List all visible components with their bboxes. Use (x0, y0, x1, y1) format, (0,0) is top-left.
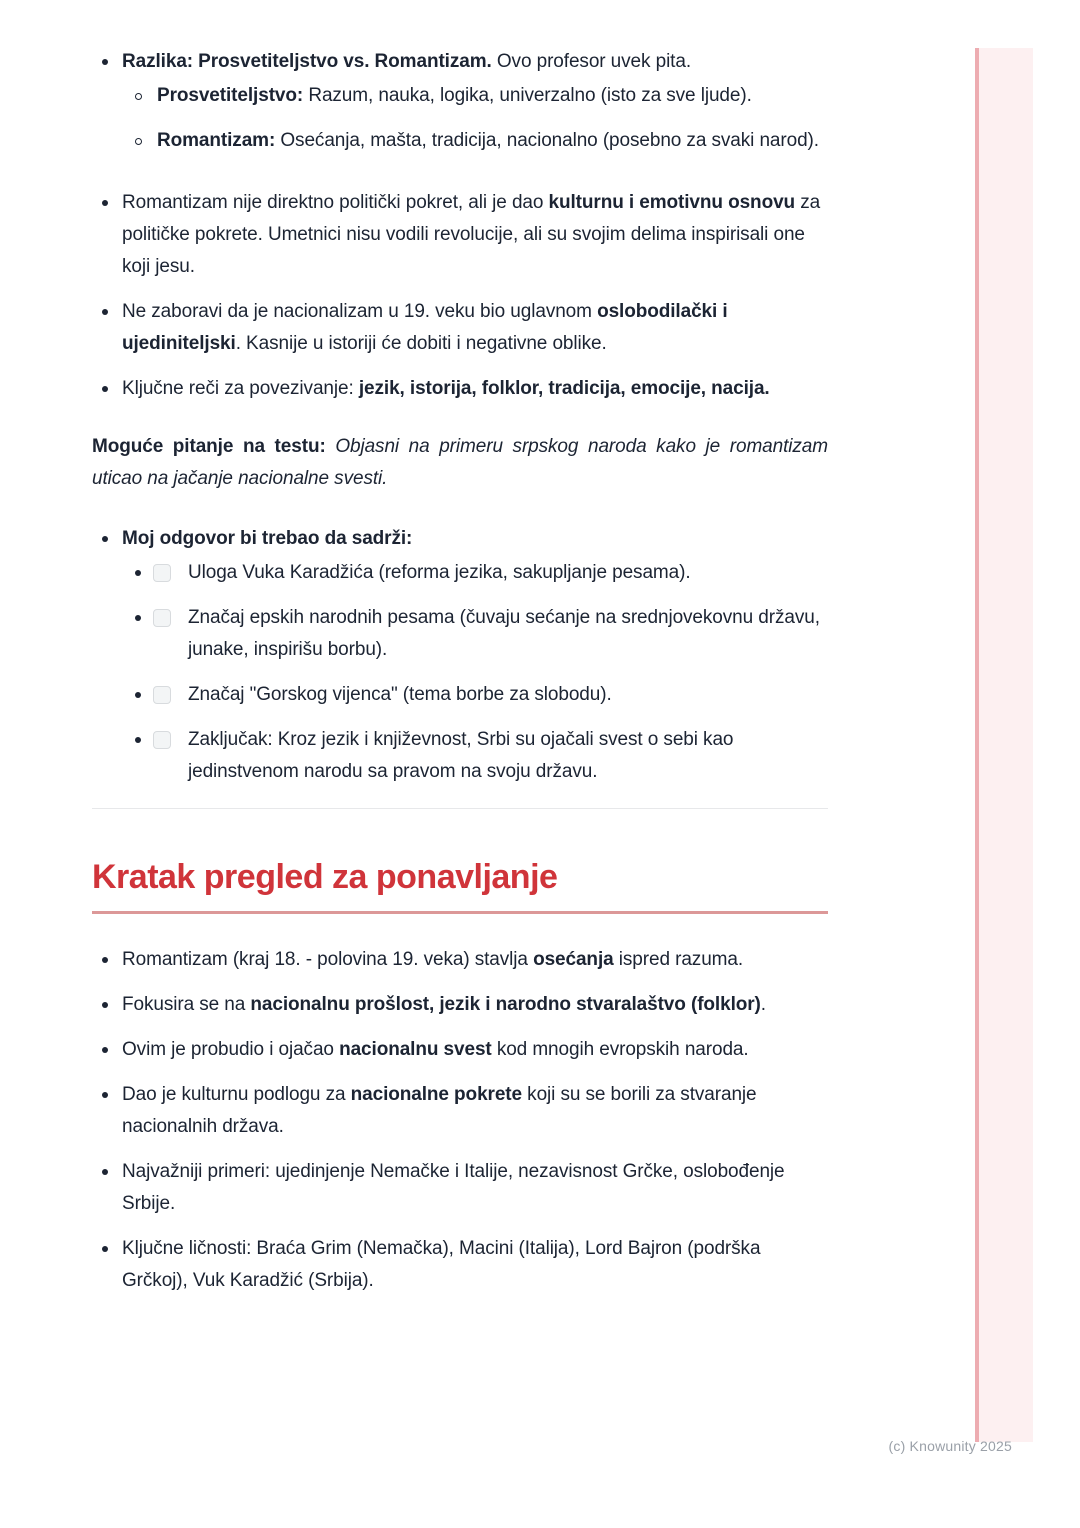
bullet-dot-icon (102, 1002, 108, 1008)
list-item (92, 296, 828, 360)
heading-underline (92, 911, 828, 914)
list-item (92, 373, 828, 405)
list-item-text: Razlika: Prosvetiteljstvo vs. Romantizam. Ovo profesor uvek pita. (122, 51, 692, 72)
checklist-item (92, 602, 828, 666)
list-item-text: Dao je kulturnu podlogu za nacionalne pokrete koji su se borili za stvaranje nacionalnih država. (122, 1084, 757, 1137)
bullet-dot-icon (102, 1246, 108, 1252)
checklist-item-text: Zaključak: Kroz jezik i književnost, Srbi su ojačali svest o sebi kao jedinstvenom narodu sa pravom na svoju državu. (188, 729, 734, 782)
section-heading: Kratak pregled za ponavljanje (92, 858, 558, 896)
list-item (92, 46, 828, 78)
checkbox[interactable] (153, 609, 171, 627)
list-item (92, 944, 828, 976)
checklist-item-text: Značaj "Gorskog vijenca" (tema borbe za slobodu). (188, 684, 612, 705)
checkbox[interactable] (153, 686, 171, 704)
list-item-text: Moj odgovor bi trebao da sadrži: (122, 528, 413, 549)
list-item-text: Prosvetiteljstvo: Razum, nauka, logika, univerzalno (isto za sve ljude). (157, 85, 752, 106)
list-item (92, 1034, 828, 1066)
bullet-dot-icon (102, 200, 108, 206)
bullet-dot-icon (135, 570, 141, 576)
checklist-item-text: Uloga Vuka Karadžića (reforma jezika, sakupljanje pesama). (188, 562, 691, 583)
checklist-item-text: Značaj epskih narodnih pesama (čuvaju sećanje na srednjovekovnu državu, junake, inspirišu borbu). (188, 607, 820, 660)
bullet-circle-icon (135, 93, 142, 100)
checklist-item (92, 557, 828, 589)
bullet-dot-icon (102, 386, 108, 392)
list-item-text: Ključne reči za povezivanje: jezik, istorija, folklor, tradicija, emocije, nacija. (122, 378, 770, 399)
bullet-dot-icon (135, 737, 141, 743)
list-item (92, 523, 828, 555)
checklist-item (92, 724, 828, 788)
bullet-dot-icon (102, 536, 108, 542)
list-item (92, 1233, 828, 1297)
exam-question-paragraph: Moguće pitanje na testu: Objasni na primeru srpskog naroda kako je romantizam uticao na jačanje nacionalne svesti. (92, 436, 828, 489)
list-item (92, 125, 828, 157)
bullet-dot-icon (102, 309, 108, 315)
document-body (92, 46, 828, 1310)
bullet-dot-icon (135, 615, 141, 621)
bullet-circle-icon (135, 138, 142, 145)
list-item-text: Fokusira se na nacionalnu prošlost, jezik i narodno stvaralaštvo (folklor). (122, 994, 766, 1015)
section-divider (92, 808, 828, 809)
bullet-dot-icon (102, 1092, 108, 1098)
copyright: (c) Knowunity 2025 (888, 1438, 1012, 1454)
list-item-text: Romantizam nije direktno politički pokret, ali je dao kulturnu i emotivnu osnovu za političke pokrete. Umetnici nisu vodili revolucije, ali su svojim delima inspirisali one koji jesu. (122, 192, 821, 277)
bullet-dot-icon (102, 957, 108, 963)
list-item-text: Ovim je probudio i ojačao nacionalnu svest kod mnogih evropskih naroda. (122, 1039, 749, 1060)
page-edge-strip (975, 48, 1033, 1442)
bullet-dot-icon (102, 1169, 108, 1175)
checklist-item (92, 679, 828, 711)
bullet-dot-icon (102, 59, 108, 65)
checkbox[interactable] (153, 731, 171, 749)
list-item-text: Romantizam (kraj 18. - polovina 19. veka) stavlja osećanja ispred razuma. (122, 949, 744, 970)
bullet-dot-icon (135, 692, 141, 698)
list-item (92, 1156, 828, 1220)
list-item-text: Najvažniji primeri: ujedinjenje Nemačke i Italije, nezavisnost Grčke, oslobođenje Srbije. (122, 1161, 785, 1214)
list-item (92, 187, 828, 283)
list-item (92, 80, 828, 112)
checkbox[interactable] (153, 564, 171, 582)
list-item-text: Ključne ličnosti: Braća Grim (Nemačka), Macini (Italija), Lord Bajron (podrška Grčkoj), Vuk Karadžić (Srbija). (122, 1238, 761, 1291)
list-item (92, 1079, 828, 1143)
list-item (92, 989, 828, 1021)
list-item-text: Romantizam: Osećanja, mašta, tradicija, nacionalno (posebno za svaki narod). (157, 130, 819, 151)
list-item-text: Ne zaboravi da je nacionalizam u 19. veku bio uglavnom oslobodilački i ujediniteljski. Kasnije u istoriji će dobiti i negativne oblike. (122, 301, 728, 354)
bullet-dot-icon (102, 1047, 108, 1053)
